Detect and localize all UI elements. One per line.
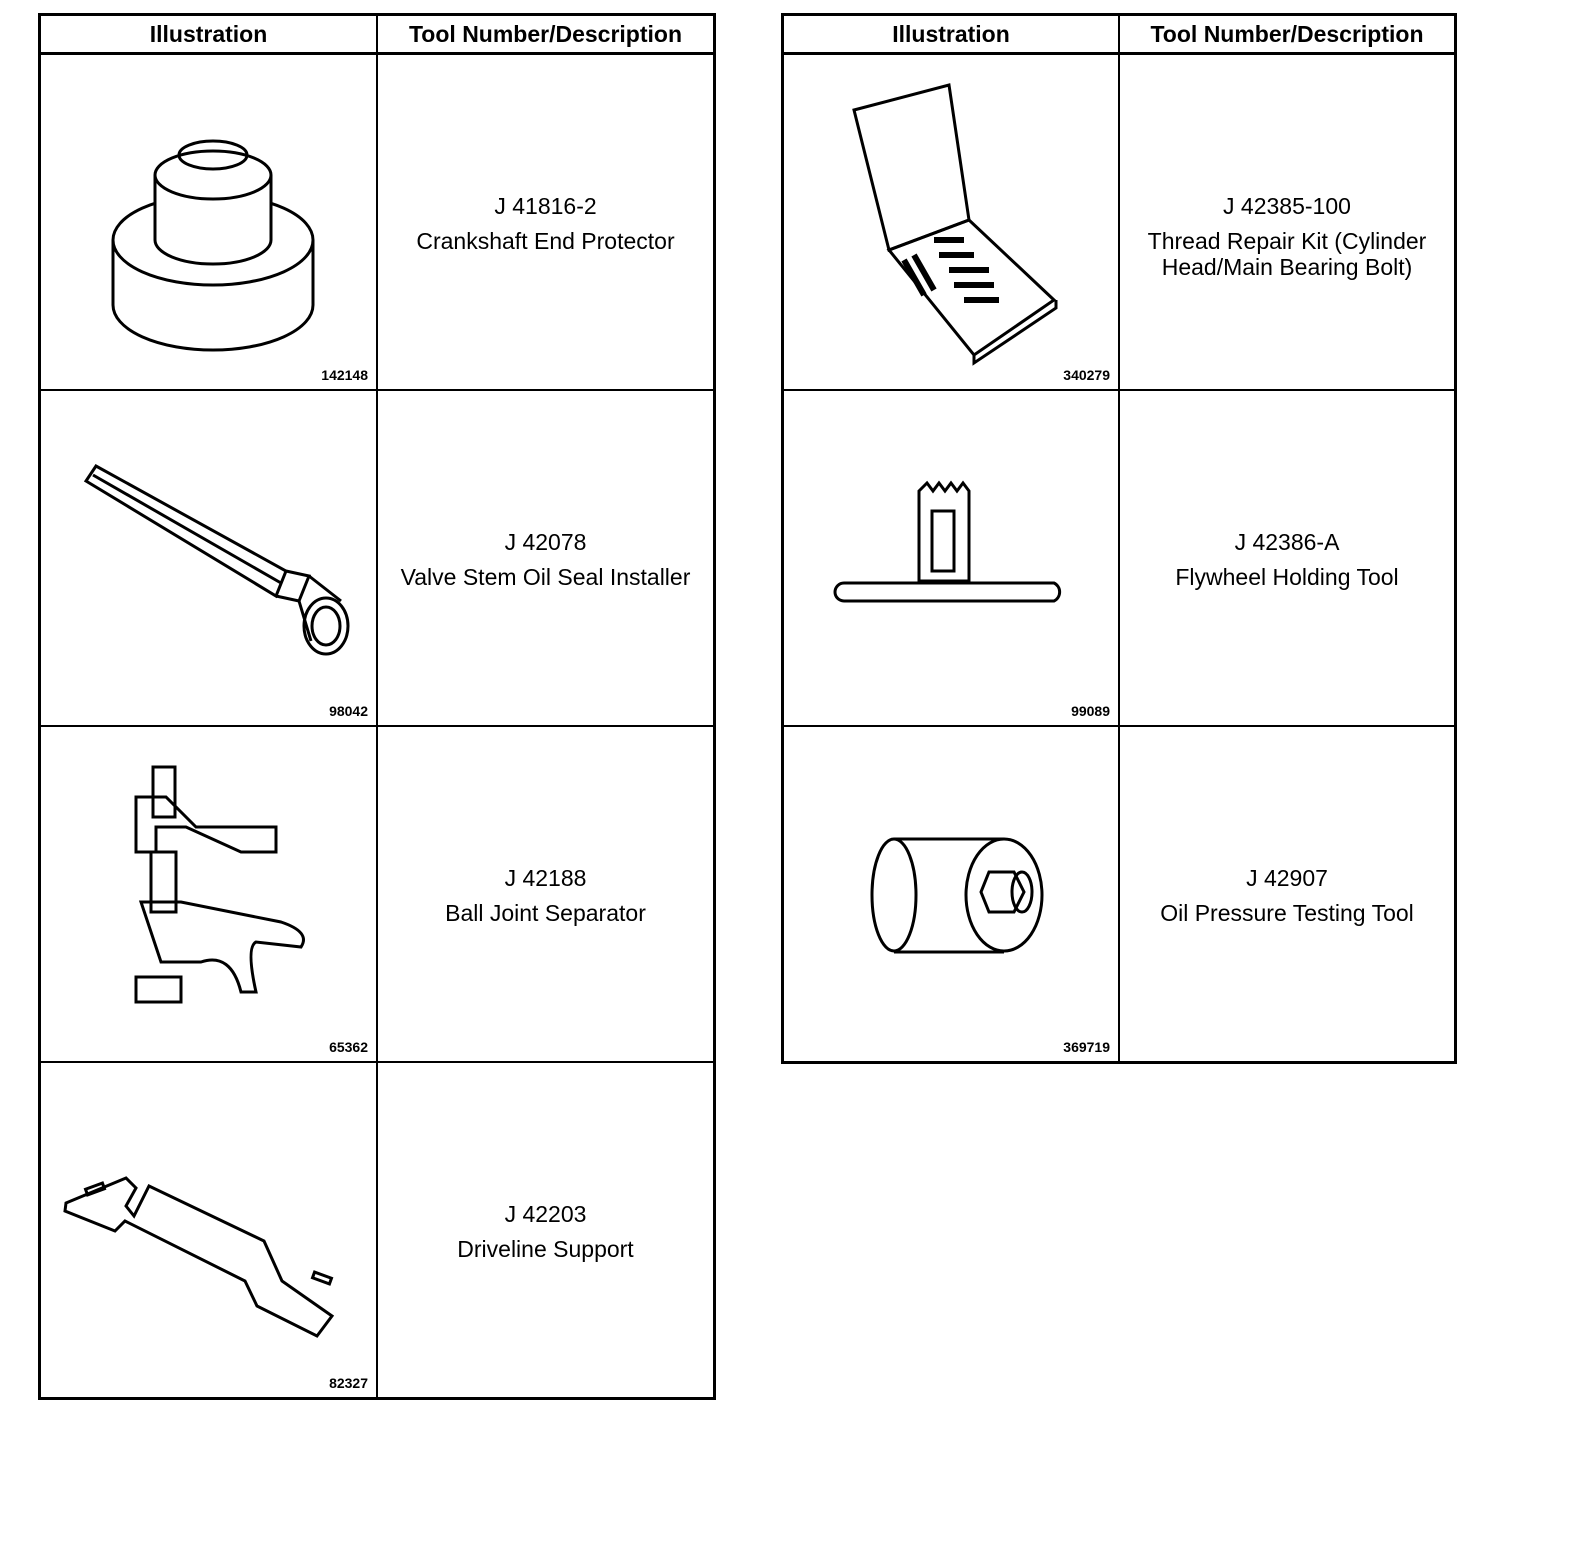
figure-number: 82327 bbox=[329, 1375, 368, 1391]
figure-number: 142148 bbox=[321, 367, 368, 383]
tool-description: Thread Repair Kit (Cylinder Head/Main Bearing Bolt) bbox=[1147, 228, 1427, 280]
crankshaft-end-protector-icon bbox=[41, 55, 376, 389]
tool-number: J 42386-A bbox=[1234, 529, 1340, 555]
table-row bbox=[40, 1062, 715, 1399]
header-row bbox=[783, 15, 1456, 54]
tool-number: J 42203 bbox=[504, 1201, 587, 1227]
figure-number: 98042 bbox=[329, 703, 368, 719]
thread-repair-kit-icon bbox=[784, 55, 1119, 389]
header-row bbox=[40, 15, 715, 54]
oil-pressure-testing-tool-icon bbox=[784, 727, 1119, 1061]
tool-description: Flywheel Holding Tool bbox=[1175, 564, 1399, 590]
description-cell bbox=[1119, 726, 1456, 1063]
tool-description: Driveline Support bbox=[457, 1236, 634, 1262]
illustration-cell bbox=[40, 390, 378, 726]
header-illustration: Illustration bbox=[40, 15, 378, 54]
description-cell bbox=[377, 726, 715, 1062]
figure-number: 369719 bbox=[1063, 1039, 1110, 1055]
valve-stem-seal-installer-icon bbox=[41, 391, 376, 725]
tool-description: Oil Pressure Testing Tool bbox=[1160, 900, 1414, 926]
tool-description: Valve Stem Oil Seal Installer bbox=[400, 564, 691, 590]
flywheel-holding-tool-icon bbox=[784, 391, 1119, 725]
figure-number: 340279 bbox=[1063, 367, 1110, 383]
special-tools-table-left bbox=[38, 13, 716, 1400]
description-cell bbox=[377, 390, 715, 726]
illustration-cell bbox=[783, 390, 1120, 726]
table-row bbox=[40, 390, 715, 726]
illustration-cell bbox=[40, 54, 378, 391]
table-row bbox=[783, 726, 1456, 1063]
tool-number: J 42385-100 bbox=[1223, 193, 1351, 219]
illustration-cell bbox=[783, 54, 1120, 391]
illustration-cell bbox=[40, 1062, 378, 1399]
table-row bbox=[40, 54, 715, 391]
figure-number: 65362 bbox=[329, 1039, 368, 1055]
table-row bbox=[783, 390, 1456, 726]
table-row bbox=[40, 726, 715, 1062]
driveline-support-icon bbox=[41, 1063, 376, 1397]
description-cell bbox=[1119, 390, 1456, 726]
tool-number: J 42188 bbox=[504, 865, 587, 891]
header-illustration: Illustration bbox=[783, 15, 1120, 54]
description-cell bbox=[377, 54, 715, 391]
tool-description: Crankshaft End Protector bbox=[416, 228, 675, 254]
description-cell bbox=[1119, 54, 1456, 391]
tool-number: J 42907 bbox=[1246, 865, 1328, 891]
tool-number: J 41816-2 bbox=[494, 193, 597, 219]
ball-joint-separator-icon bbox=[41, 727, 376, 1061]
header-tool-description: Tool Number/Description bbox=[377, 15, 715, 54]
description-cell bbox=[377, 1062, 715, 1399]
table-row bbox=[783, 54, 1456, 391]
tool-number: J 42078 bbox=[504, 529, 587, 555]
illustration-cell bbox=[40, 726, 378, 1062]
figure-number: 99089 bbox=[1071, 703, 1110, 719]
header-tool-description: Tool Number/Description bbox=[1119, 15, 1456, 54]
tool-description: Ball Joint Separator bbox=[445, 900, 646, 926]
special-tools-table-right bbox=[781, 13, 1457, 1064]
illustration-cell bbox=[783, 726, 1120, 1063]
